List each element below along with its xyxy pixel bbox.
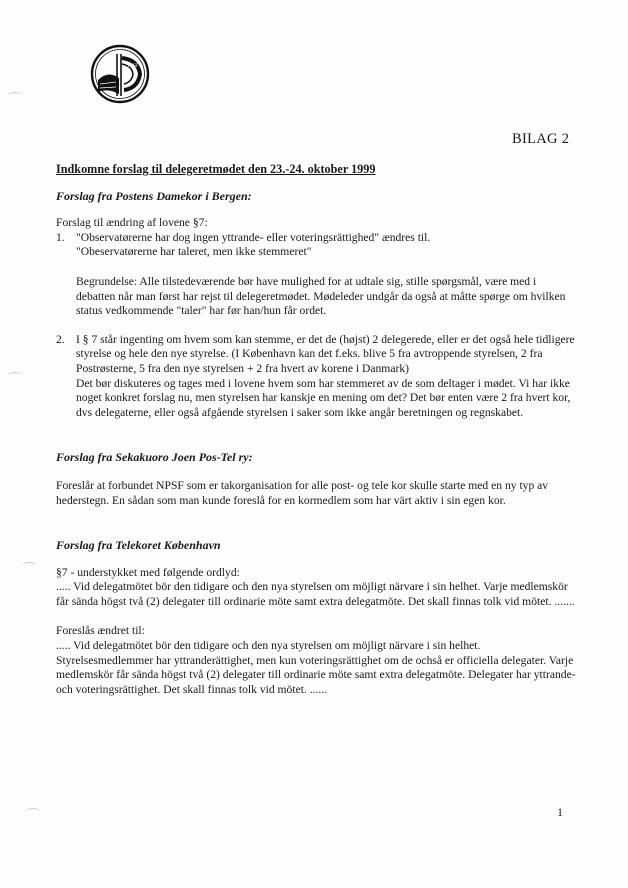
list-number: 2. (56, 332, 65, 346)
list-item-line: "Observatørerne har dog ingen yttrande- eller voteringsrättighed" ændres til. (76, 230, 431, 244)
scan-mark (26, 808, 40, 815)
list-item-rationale: Begrundelse: Alle tilstedeværende bør have mulighed for at udtale sig, stille spørgsmål, være med i debatten når man først har rejst til delegeretmødet. Mødeleder undgår da også at måtte spørge om hvilken status vedkommende "taler" har før han/hun får ordet. (76, 274, 566, 318)
scan-mark (8, 92, 22, 99)
section-text: Foreslår at forbundet NPSF som er takorganisation for alle post- og tele kor skulle starte med en ny typ av hederstegn. En sådan som man kunde foreslå for en kormedlem som har värt aktiv i sin egen kor. (56, 478, 549, 507)
section-title-telekoret: Forslag fra Telekoret København (56, 538, 221, 553)
npsf-logo-icon (86, 40, 154, 108)
scan-mark (22, 562, 36, 569)
section-paragraph-body: ..... Vid delegatmötet bör den tidigare och den nya styrelsen om möjligt närvare i sin helhet. Styrelsesmedlemmer har yttranderättighet, men kun voteringsrättighet om de ochså er officiella delegater. Varje medlemskör får sända högst två (2) delegater till ordinarie möte samt extra delegatmöte. Delegater har yttrande- och voteringsrättighet. Det skall finnas tolk vid mötet. ...... (56, 639, 576, 696)
list-item-text: I § 7 står ingenting om hvem som kan stemme, er det de (højst) 2 delegerede, eller er det også hele tidligere styrelse og hele den nye styrelse. (I København kan det f.eks. blive 5 fra avtroppende styrelsen, 2 fra Postrøsterne, 5 fra den nye styrelsen + 2 fra hvert av korene i Danmark) (76, 332, 575, 375)
section-title-damekor: Forslag fra Postens Damekor i Bergen: (56, 188, 252, 203)
list-item (56, 333, 576, 421)
section-title-sekakuoro: Forslag fra Sekakuoro Joen Pos-Tel ry: (56, 450, 253, 465)
logo-letters: NPSF (128, 63, 139, 68)
list-number: 1. (56, 230, 65, 244)
list-item-line: "Obeservatørerne har taleret, men ikke stemmeret" (76, 245, 312, 259)
document-body (56, 162, 576, 697)
bilag-label: BILAG 2 (512, 131, 570, 147)
list-item (56, 231, 576, 260)
page-number: 1 (557, 805, 563, 819)
proposal-list (56, 231, 576, 421)
list-item-text: Det bør diskuteres og tages med i lovene hvem som har stemmeret av de som deltager i mødet. Vi har ikke noget konkret forslag nu, men styrelsen har kanskje en mening om det? Det bør enten være 2 fra hvert kor, dvs delegaterne, eller også afgående styrelsen i saker som ikke angår beretningen og regnskabet. (76, 376, 571, 419)
section-paragraph-head: Foreslås ændret til: (56, 624, 145, 638)
scan-mark (8, 372, 22, 379)
section-paragraph-body: ..... Vid delegatmötet bör den tidigare och den nya styrelsen om möjligt närvare i sin helhet. Varje medlemskör får sända högst två (2) delegater till ordinarie möte samt extra delegatmöte. Det skall finnas tolk vid mötet. ....... (56, 580, 575, 608)
document-title: Indkomne forslag til delegeretmødet den 23.-24. oktober 1999 (56, 162, 376, 176)
section-intro: Forslag til ændring af lovene §7: (56, 216, 208, 230)
section-paragraph-head: §7 - understykket med følgende ordlyd: (56, 565, 240, 579)
